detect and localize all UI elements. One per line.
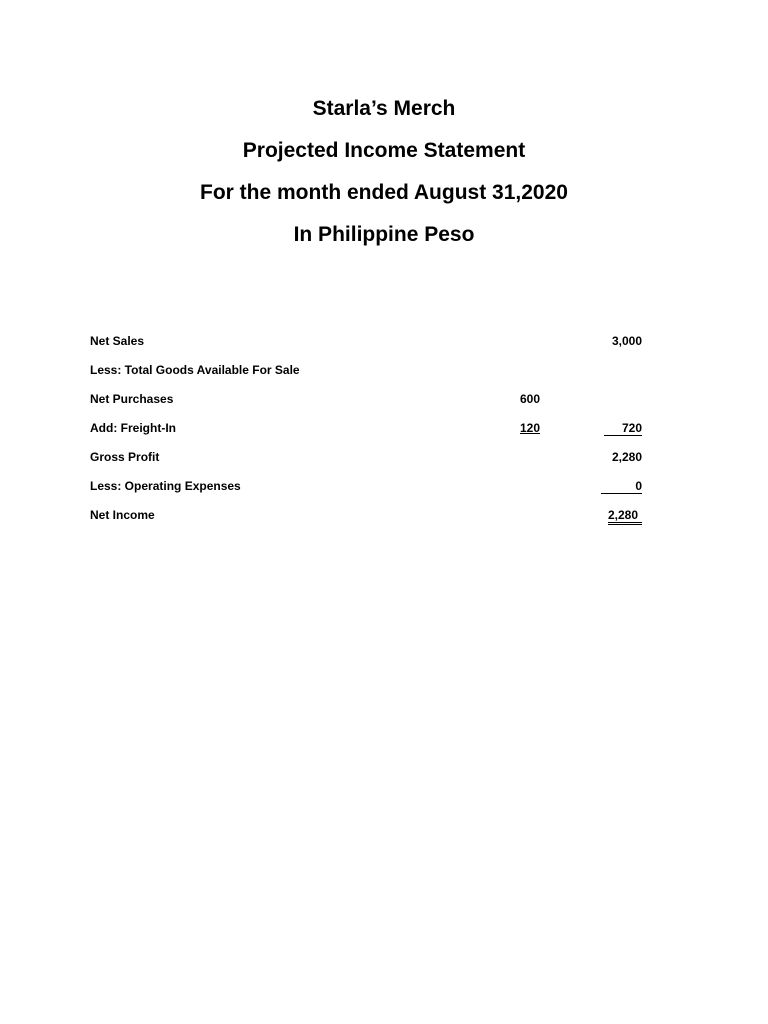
row-freight-in: [90, 415, 690, 444]
row-subamount: [498, 421, 540, 435]
row-amount: 3,000: [611, 334, 642, 348]
row-gross-profit: [90, 444, 690, 473]
row-label: Less: Total Goods Available For Sale: [90, 363, 300, 377]
row-operating-expenses: [90, 473, 690, 502]
row-label: Gross Profit: [90, 450, 160, 464]
income-statement-table: [90, 328, 690, 531]
statement-period: For the month ended August 31,2020: [200, 181, 568, 204]
row-net-income: [90, 502, 690, 531]
goods-available-total: 720: [604, 421, 642, 436]
row-label: Net Income: [90, 508, 155, 522]
row-amount: [590, 421, 642, 436]
row-amount: 2,280: [611, 450, 642, 464]
statement-header: [0, 92, 768, 260]
row-label: Add: Freight-In: [90, 421, 176, 435]
row-amount: [590, 508, 642, 525]
row-net-sales: [90, 328, 690, 357]
net-income-amount: 2,280: [608, 508, 642, 525]
row-net-purchases: [90, 386, 690, 415]
row-amount: [590, 479, 642, 494]
company-name: Starla’s Merch: [312, 97, 456, 120]
freight-in-amount: 120: [519, 421, 540, 435]
row-label: Net Sales: [90, 334, 145, 348]
statement-currency: In Philippine Peso: [293, 223, 475, 246]
statement-title: Projected Income Statement: [242, 139, 526, 162]
row-subamount: 600: [519, 392, 540, 406]
operating-expenses-amount: 0: [601, 479, 642, 494]
row-label: Less: Operating Expenses: [90, 479, 241, 493]
row-goods-available: [90, 357, 690, 386]
row-label: Net Purchases: [90, 392, 174, 406]
